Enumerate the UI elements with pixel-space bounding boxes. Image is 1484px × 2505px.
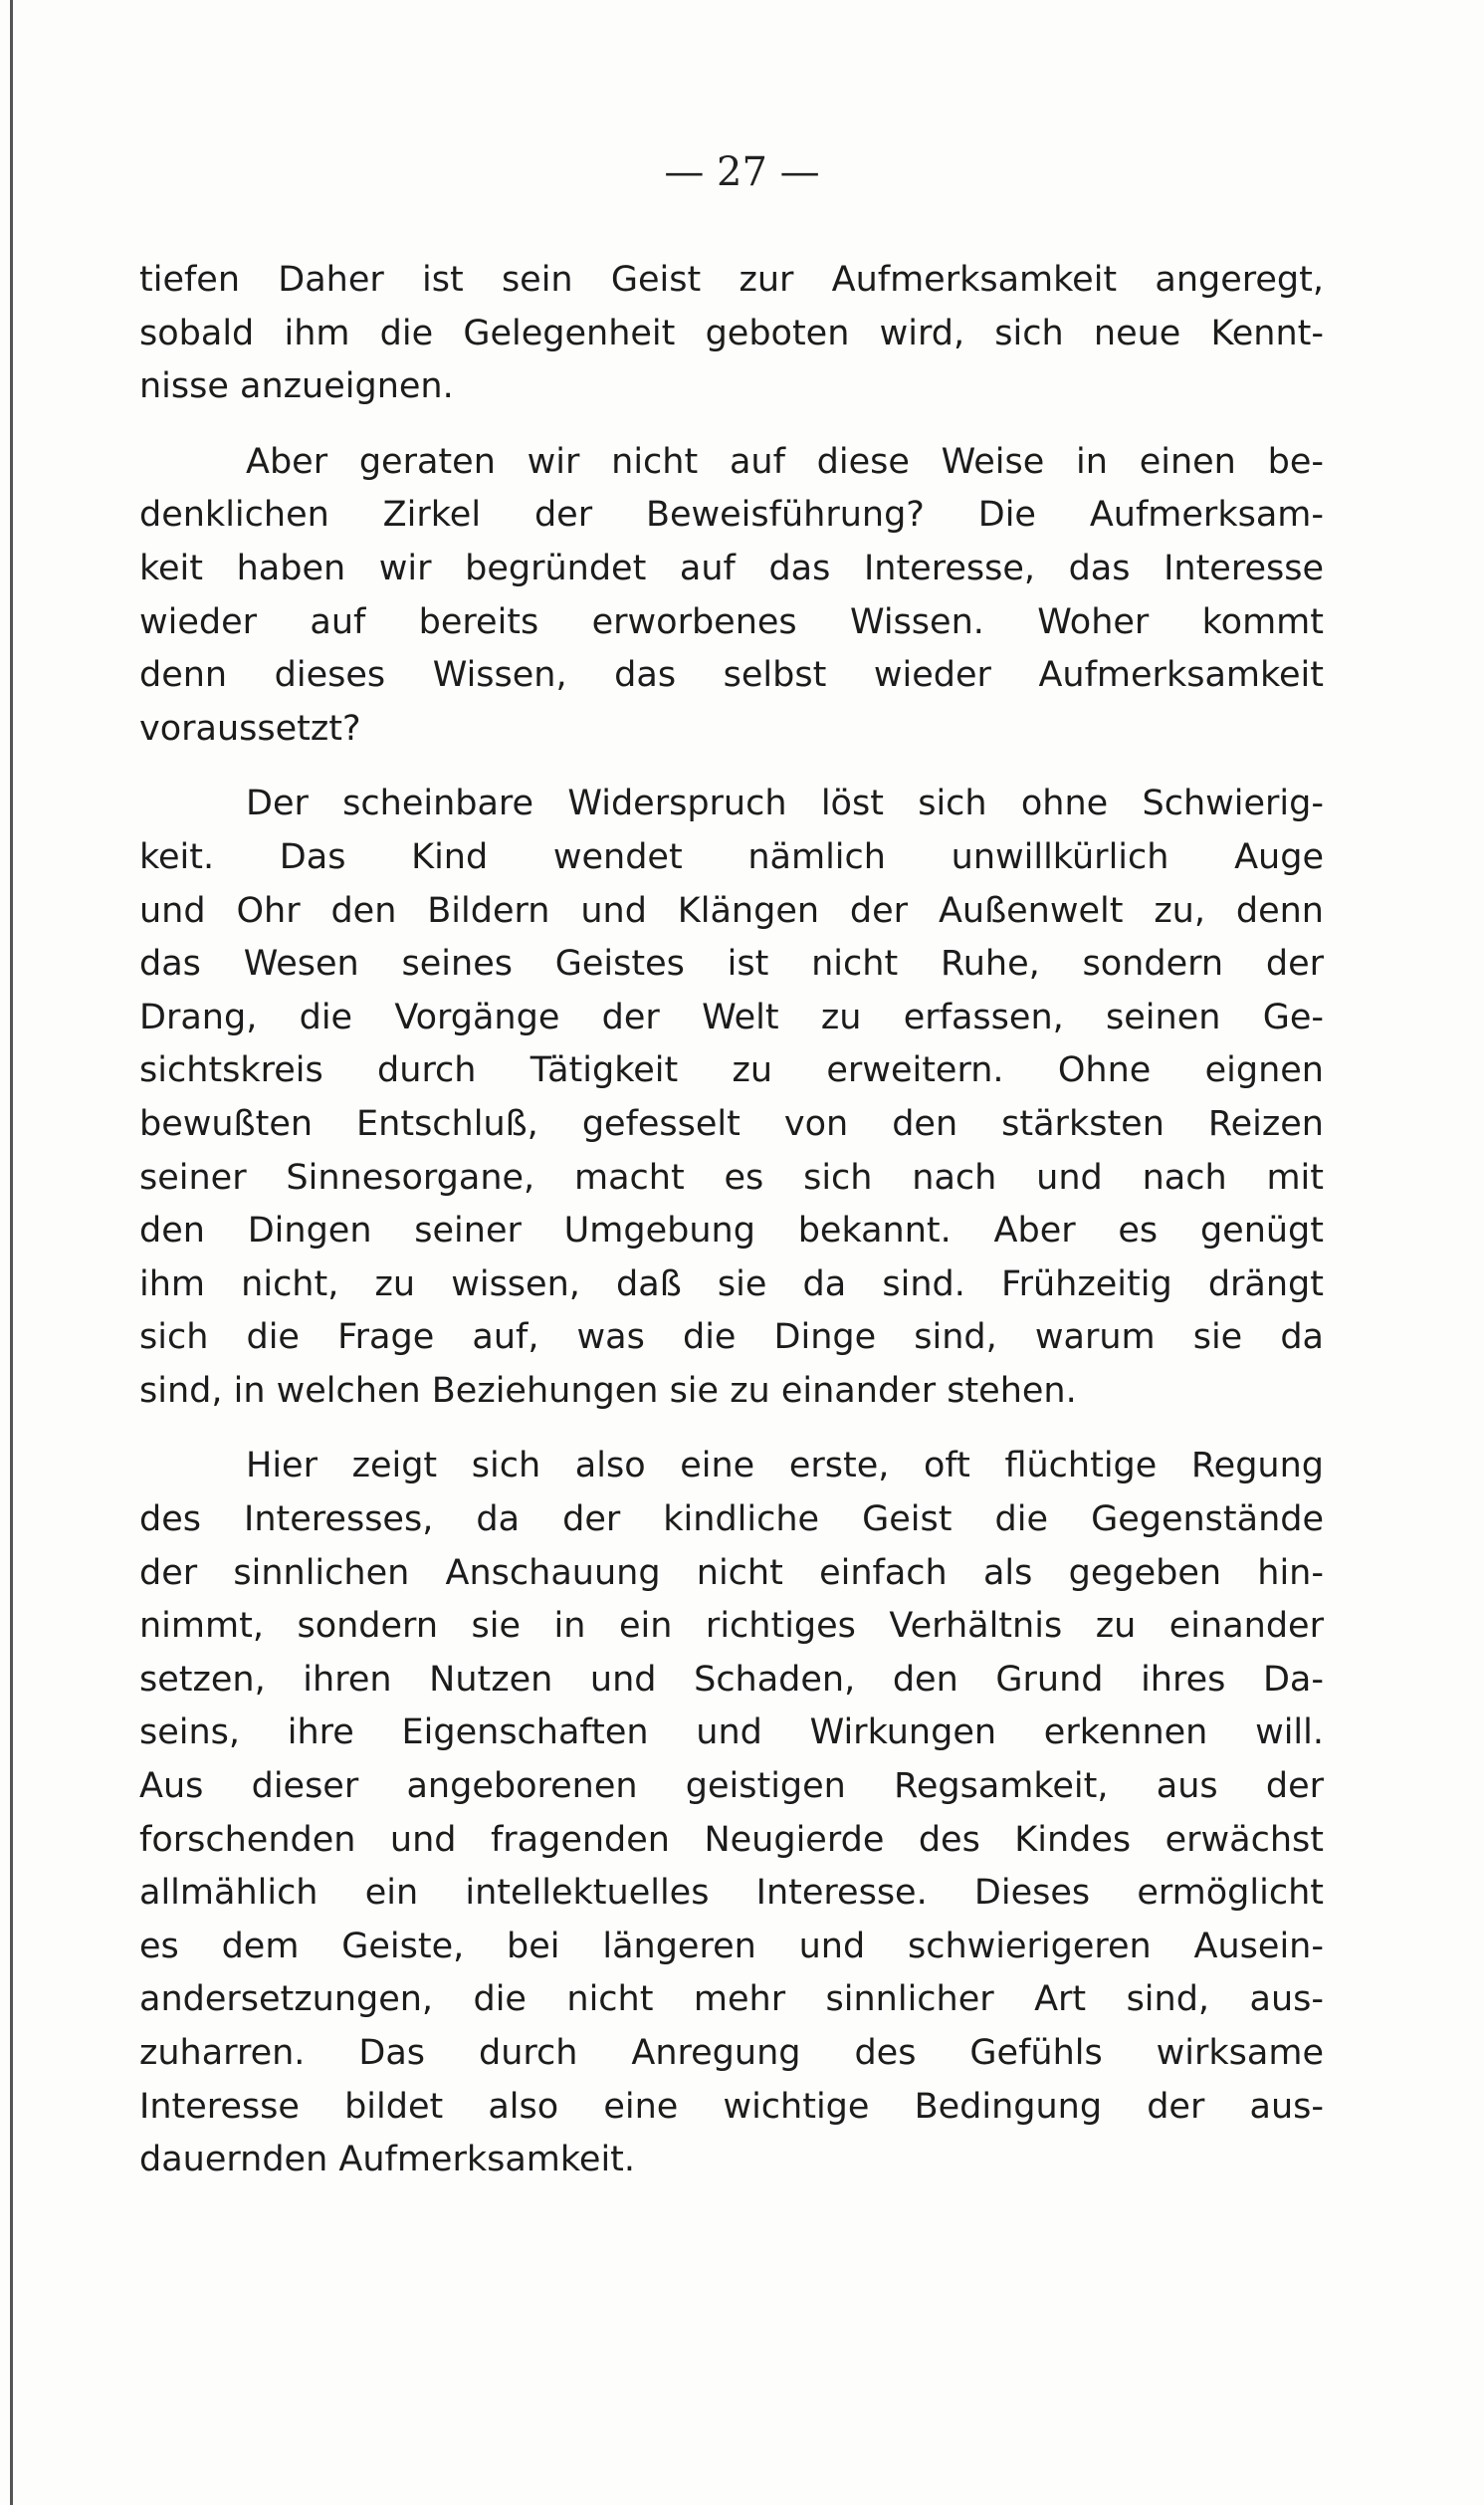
text-line: tiefen Daher ist sein Geist zur Aufmerksamkeit angeregt, (139, 260, 1324, 300)
text-line: das Wesen seines Geistes ist nicht Ruhe, sondern der (139, 944, 1324, 985)
body-text (139, 254, 1324, 2187)
text-line: denklichen Zirkel der Beweisführung? Die Aufmerksam- (139, 495, 1324, 536)
text-line: Aus dieser angeborenen geistigen Regsamkeit, aus der (139, 1766, 1324, 1807)
page-number: — 27 — (664, 149, 820, 195)
text-line: sichtskreis durch Tätigkeit zu erweitern. Ohne eignen (139, 1050, 1324, 1091)
text-line: ihm nicht, zu wissen, daß sie da sind. Frühzeitig drängt (139, 1263, 1324, 1304)
text-line: der sinnlichen Anschauung nicht einfach als gegeben hin- (139, 1552, 1324, 1593)
text-line: dauernden Aufmerksamkeit. (139, 2140, 636, 2180)
text-line: allmählich ein intellektuelles Interesse. Dieses ermöglicht (139, 1873, 1324, 1914)
paragraph-3 (139, 778, 1324, 1418)
text-line: denn dieses Wissen, das selbst wieder Aufmerksamkeit (139, 655, 1324, 696)
text-line: sobald ihm die Gelegenheit geboten wird, sich neue Kennt- (139, 313, 1324, 353)
text-line: den Dingen seiner Umgebung bekannt. Aber es genügt (139, 1211, 1324, 1252)
paragraph-4 (139, 1440, 1324, 2186)
text-line: sind, in welchen Beziehungen sie zu einander stehen. (139, 1370, 1077, 1411)
text-line: des Interesses, da der kindliche Geist die Gegenstände (139, 1499, 1324, 1540)
text-line: Der scheinbare Widerspruch löst sich ohne Schwierig- (246, 784, 1324, 824)
text-line: nimmt, sondern sie in ein richtiges Verhältnis zu einander (139, 1606, 1324, 1647)
text-line: bewußten Entschluß, gefesselt von den stärksten Reizen (139, 1103, 1324, 1144)
text-line: keit. Das Kind wendet nämlich unwillkürlich Auge (139, 836, 1324, 877)
text-line: Aber geraten wir nicht auf diese Weise in einen be- (246, 441, 1324, 482)
text-line: andersetzungen, die nicht mehr sinnlicher Art sind, aus- (139, 1979, 1324, 2020)
text-line: voraussetzt? (139, 708, 361, 749)
text-line: Interesse bildet also eine wichtige Bedingung der aus- (139, 2086, 1324, 2127)
text-line: keit haben wir begründet auf das Interesse, das Interesse (139, 548, 1324, 588)
text-line: Hier zeigt sich also eine erste, oft flüchtige Regung (246, 1446, 1324, 1486)
text-line: seins, ihre Eigenschaften und Wirkungen erkennen will. (139, 1712, 1324, 1753)
paragraph-2 (139, 436, 1324, 757)
text-line: zuharren. Das durch Anregung des Gefühls wirksame (139, 2033, 1324, 2073)
text-line: und Ohr den Bildern und Klängen der Außenwelt zu, denn (139, 890, 1324, 931)
text-line: setzen, ihren Nutzen und Schaden, den Grund ihres Da- (139, 1659, 1324, 1700)
text-line: nisse anzueignen. (139, 366, 454, 407)
text-line: wieder auf bereits erworbenes Wissen. Woher kommt (139, 601, 1324, 642)
text-line: seiner Sinnesorgane, macht es sich nach und nach mit (139, 1157, 1324, 1198)
page-edge-line (10, 0, 13, 2505)
text-line: es dem Geiste, bei längeren und schwierigeren Ausein- (139, 1926, 1324, 1966)
text-line: sich die Frage auf, was die Dinge sind, warum sie da (139, 1317, 1324, 1358)
text-line: forschenden und fragenden Neugierde des Kindes erwächst (139, 1819, 1324, 1860)
text-line: Drang, die Vorgänge der Welt zu erfassen, seinen Ge- (139, 997, 1324, 1037)
paragraph-1 (139, 254, 1324, 414)
